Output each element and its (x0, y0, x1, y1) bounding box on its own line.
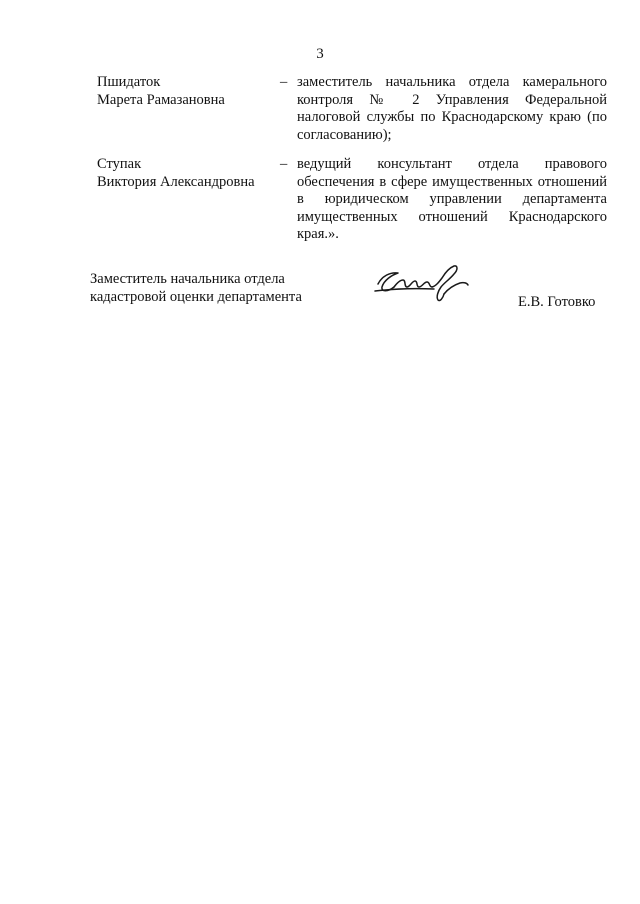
member-surname: Пшидаток (97, 74, 161, 90)
signer-title-line: Заместитель начальника отдела (90, 271, 285, 287)
member-name (97, 156, 277, 191)
member-given-names: Марета Рамазановна (97, 91, 225, 108)
signer-name: Е.В. Готовко (518, 294, 596, 310)
member-surname: Ступак (97, 156, 142, 172)
page-number: 3 (316, 46, 324, 62)
member-given-names: Виктория Александровна (97, 173, 255, 190)
dash-separator: – (280, 156, 288, 172)
member-name (97, 74, 277, 109)
handwritten-signature-icon (372, 256, 472, 306)
member-role: ведущий консультант отдела правового обеспечения в сфере имущественных отношений в юридическом управлении департамента имущественных отношений Краснодарского края.». (297, 156, 607, 243)
member-role: заместитель начальника отдела камерального контроля № 2 Управления Федеральной налоговой службы по Краснодарскому краю (по согласованию); (297, 74, 607, 143)
signer-title-line: кадастровой оценки департамента (90, 288, 302, 305)
signer-title (90, 271, 350, 306)
dash-separator: – (280, 74, 288, 90)
